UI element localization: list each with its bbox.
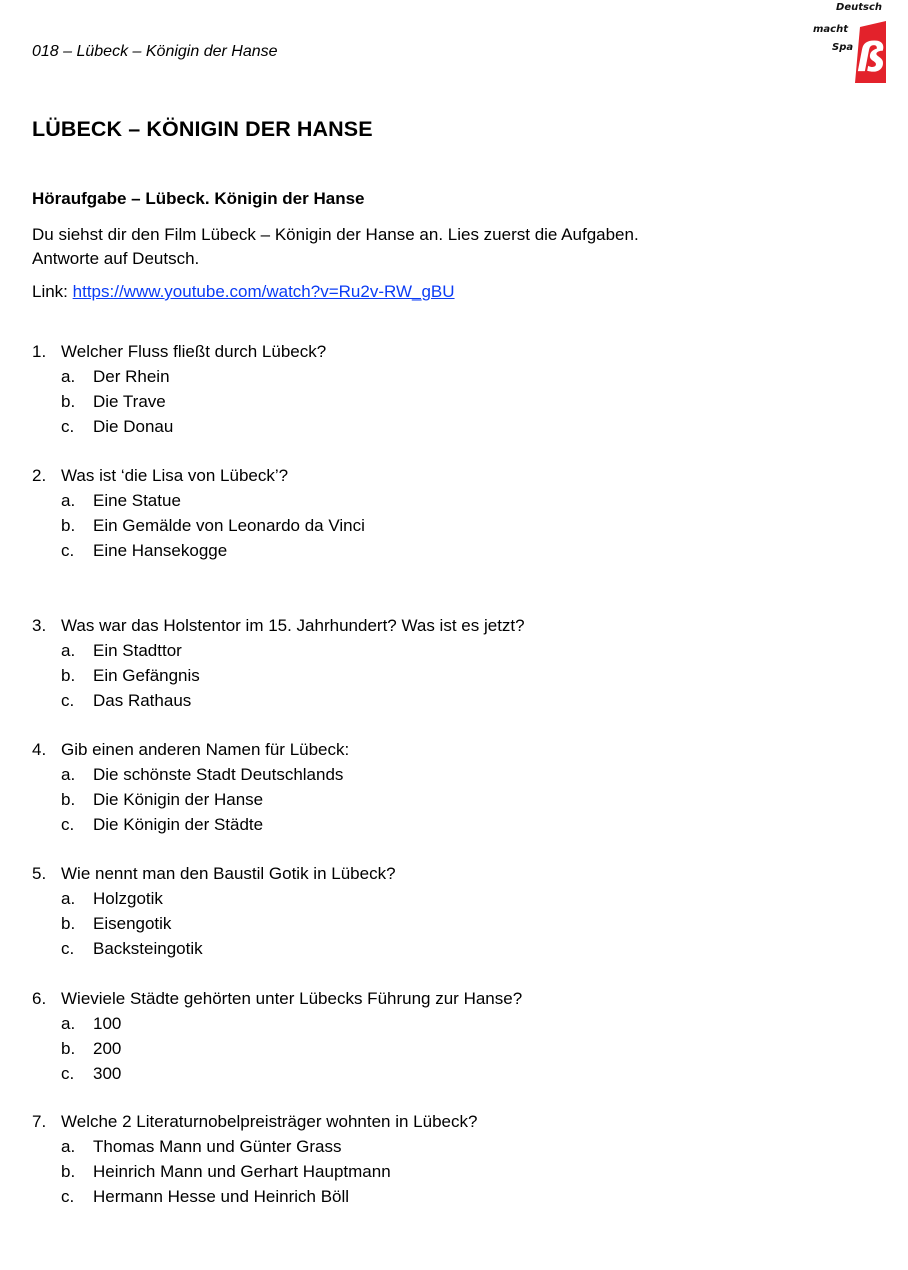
question-text: Wie nennt man den Baustil Gotik in Lübeck? — [61, 864, 396, 883]
question-number: 7. — [32, 1112, 47, 1131]
question-text: Welche 2 Literaturnobelpreisträger wohnten in Lübeck? — [61, 1112, 478, 1131]
task-instructions — [32, 223, 832, 271]
answer-options — [32, 886, 396, 961]
option-text: Thomas Mann und Günter Grass — [93, 1137, 342, 1156]
answer-options — [32, 364, 326, 439]
question-prompt — [32, 339, 326, 364]
answer-option — [32, 663, 525, 688]
question-7 — [32, 1109, 477, 1209]
video-link-line — [32, 282, 455, 302]
question-text: Was ist ‘die Lisa von Lübeck’? — [61, 466, 289, 485]
option-letter: b. — [61, 1162, 76, 1181]
option-text: 300 — [93, 1064, 122, 1083]
option-letter: a. — [61, 1137, 76, 1156]
answer-option — [32, 414, 326, 439]
answer-options — [32, 1011, 522, 1086]
answer-options — [32, 762, 349, 837]
answer-option — [32, 364, 326, 389]
option-letter: b. — [61, 516, 76, 535]
link-label: Link: — [32, 282, 68, 301]
option-text: Das Rathaus — [93, 691, 192, 710]
answer-option — [32, 812, 349, 837]
option-text: Die schönste Stadt Deutschlands — [93, 765, 344, 784]
question-text: Was war das Holstentor im 15. Jahrhundert? Was ist es jetzt? — [61, 616, 525, 635]
answer-options — [32, 638, 525, 713]
answer-option — [32, 389, 326, 414]
question-6 — [32, 986, 522, 1086]
question-text: Gib einen anderen Namen für Lübeck: — [61, 740, 350, 759]
option-text: Die Königin der Hanse — [93, 790, 264, 809]
option-letter: c. — [61, 541, 75, 560]
eszett-logo-icon — [852, 21, 886, 83]
question-4 — [32, 737, 349, 837]
answer-option — [32, 787, 349, 812]
answer-option — [32, 1036, 522, 1061]
option-text: Ein Stadttor — [93, 641, 182, 660]
task-heading: Höraufgabe – Lübeck. Königin der Hanse — [32, 189, 365, 208]
question-3 — [32, 613, 525, 713]
option-text: 100 — [93, 1014, 122, 1033]
option-letter: b. — [61, 666, 76, 685]
answer-option — [32, 513, 365, 538]
answer-options — [32, 1134, 477, 1209]
question-1 — [32, 339, 326, 439]
option-letter: c. — [61, 1187, 75, 1206]
option-text: Ein Gefängnis — [93, 666, 200, 685]
answer-option — [32, 688, 525, 713]
question-number: 5. — [32, 864, 47, 883]
option-letter: b. — [61, 392, 76, 411]
page-title: LÜBECK – KÖNIGIN DER HANSE — [32, 117, 373, 141]
answer-option — [32, 1134, 477, 1159]
question-prompt — [32, 1109, 477, 1134]
document-reference: 018 – Lübeck – Königin der Hanse — [32, 43, 278, 60]
option-letter: b. — [61, 790, 76, 809]
answer-option — [32, 488, 365, 513]
youtube-video-link[interactable]: https://www.youtube.com/watch?v=Ru2v-RW_gBU — [72, 282, 455, 301]
answer-option — [32, 1011, 522, 1036]
answer-option — [32, 638, 525, 663]
option-letter: c. — [61, 1064, 75, 1083]
option-letter: a. — [61, 367, 76, 386]
question-prompt — [32, 861, 396, 886]
option-text: Ein Gemälde von Leonardo da Vinci — [93, 516, 365, 535]
question-5 — [32, 861, 396, 961]
option-letter: c. — [61, 417, 75, 436]
question-number: 4. — [32, 740, 47, 759]
logo-word-macht: macht — [813, 24, 848, 35]
question-number: 3. — [32, 616, 47, 635]
option-letter: c. — [61, 939, 75, 958]
question-number: 1. — [32, 342, 47, 361]
question-text: Welcher Fluss fließt durch Lübeck? — [61, 342, 327, 361]
option-letter: c. — [61, 691, 75, 710]
answer-option — [32, 538, 365, 563]
option-text: Heinrich Mann und Gerhart Hauptmann — [93, 1162, 391, 1181]
question-prompt — [32, 737, 349, 762]
question-number: 2. — [32, 466, 47, 485]
question-2 — [32, 463, 365, 563]
option-letter: a. — [61, 765, 76, 784]
answer-option — [32, 936, 396, 961]
deutsch-macht-spass-logo — [808, 2, 888, 82]
question-prompt — [32, 613, 525, 638]
option-letter: a. — [61, 641, 76, 660]
answer-option — [32, 1061, 522, 1086]
option-text: Die Donau — [93, 417, 174, 436]
option-text: Die Königin der Städte — [93, 815, 264, 834]
question-text: Wieviele Städte gehörten unter Lübecks Führung zur Hanse? — [61, 989, 523, 1008]
instructions-line-1: Du siehst dir den Film Lübeck – Königin der Hanse an. Lies zuerst die Aufgaben. — [32, 225, 639, 244]
answer-option — [32, 886, 396, 911]
option-text: Der Rhein — [93, 367, 170, 386]
option-text: Hermann Hesse und Heinrich Böll — [93, 1187, 350, 1206]
option-letter: a. — [61, 889, 76, 908]
answer-option — [32, 1184, 477, 1209]
option-letter: a. — [61, 1014, 76, 1033]
question-number: 6. — [32, 989, 47, 1008]
option-letter: b. — [61, 914, 76, 933]
answer-option — [32, 762, 349, 787]
answer-option — [32, 911, 396, 936]
option-letter: b. — [61, 1039, 76, 1058]
option-letter: a. — [61, 491, 76, 510]
option-text: 200 — [93, 1039, 122, 1058]
answer-option — [32, 1159, 477, 1184]
option-text: Holzgotik — [93, 889, 163, 908]
option-text: Eisengotik — [93, 914, 172, 933]
option-text: Eine Hansekogge — [93, 541, 228, 560]
logo-mark-letter: ß — [856, 35, 886, 81]
option-text: Die Trave — [93, 392, 166, 411]
option-text: Eine Statue — [93, 491, 181, 510]
question-prompt — [32, 463, 365, 488]
answer-options — [32, 488, 365, 563]
logo-word-spa: Spa — [832, 42, 854, 53]
option-letter: c. — [61, 815, 75, 834]
option-text: Backsteingotik — [93, 939, 203, 958]
instructions-line-2: Antworte auf Deutsch. — [32, 249, 200, 268]
question-prompt — [32, 986, 522, 1011]
logo-word-deutsch: Deutsch — [836, 2, 882, 13]
